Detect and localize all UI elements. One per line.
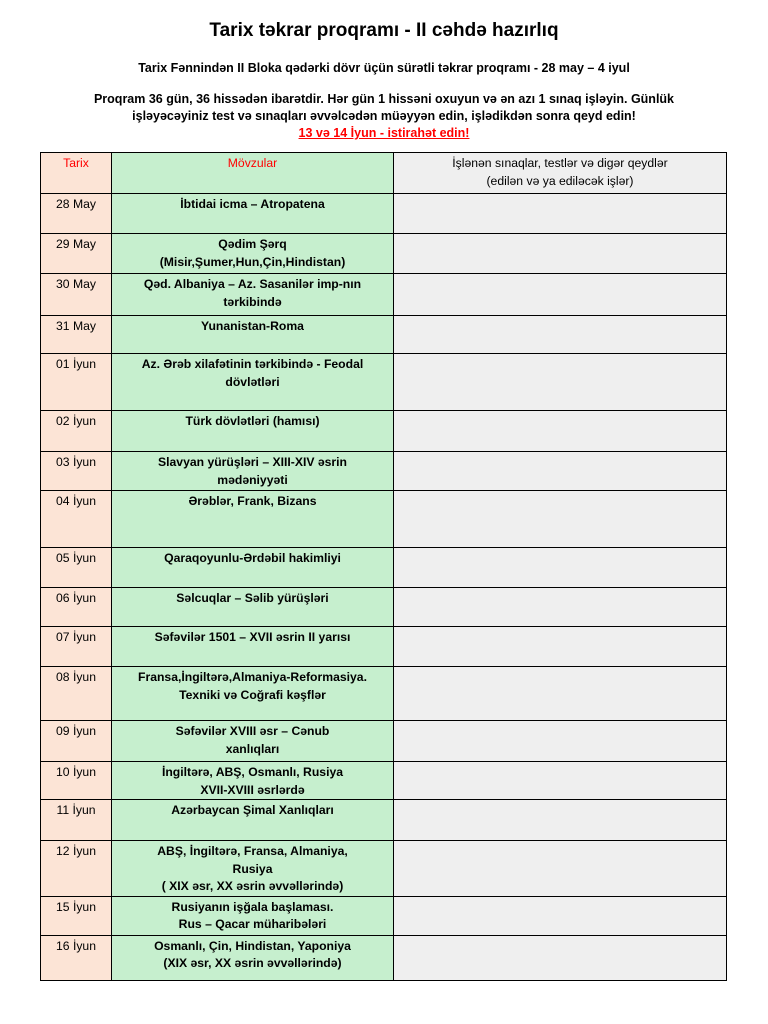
- table-row: [41, 234, 727, 274]
- row-topic: [112, 354, 394, 411]
- rest-days-note: 13 və 14 İyun - istirahət edin!: [298, 126, 470, 140]
- table-row: [41, 316, 727, 354]
- page-title: Tarix təkrar proqramı - II cəhdə hazırlıq: [209, 20, 559, 41]
- table-row: [41, 935, 727, 980]
- subtitle: Tarix Fənnindən II Bloka qədərki dövr üçün sürətli təkrar proqramı - 28 may – 4 iyul: [138, 61, 630, 75]
- table-row: [41, 194, 727, 234]
- row-date: 31 May: [41, 316, 112, 354]
- row-topic-line: Səlcuqlar – Səlib yürüşləri: [176, 591, 329, 605]
- intro-line-1: Proqram 36 gün, 36 hissədən ibarətdir. Hər gün 1 hissəni oxuyun və ən azı 1 sınaq işləyin. Günlük: [93, 92, 675, 106]
- table-row: [41, 588, 727, 627]
- row-topic: [112, 548, 394, 588]
- row-topic: [112, 411, 394, 452]
- row-topic: [112, 667, 394, 721]
- row-notes-cell[interactable]: [394, 721, 727, 762]
- row-notes-cell[interactable]: [394, 841, 727, 897]
- row-date: 28 May: [41, 194, 112, 234]
- row-topic-line: Türk dövlətləri (hamısı): [185, 414, 320, 428]
- row-date: 30 May: [41, 274, 112, 316]
- row-date: 07 İyun: [41, 627, 112, 667]
- row-topic-line: Azərbaycan Şimal Xanlıqları: [171, 803, 334, 817]
- row-topic-line: tərkibində: [223, 294, 282, 309]
- row-notes-cell[interactable]: [394, 548, 727, 588]
- row-notes-cell[interactable]: [394, 316, 727, 354]
- table-row: [41, 896, 727, 935]
- row-topic-line: Fransa,İngiltərə,Almaniya-Reformasiya.: [138, 670, 367, 684]
- row-date: 05 İyun: [41, 548, 112, 588]
- row-date: 16 İyun: [41, 935, 112, 980]
- row-notes-cell[interactable]: [394, 762, 727, 800]
- row-date: 29 May: [41, 234, 112, 274]
- row-date: 09 İyun: [41, 721, 112, 762]
- row-topic-line: XVII-XVIII əsrlərdə: [200, 782, 305, 797]
- row-topic-line: Texniki və Coğrafi kəşflər: [179, 687, 326, 702]
- table-row: [41, 354, 727, 411]
- header-notes-line-1: İşlənən sınaqlar, testlər və digər qeydlər: [452, 156, 668, 170]
- header-row: [41, 153, 727, 194]
- row-date: 06 İyun: [41, 588, 112, 627]
- row-topic: [112, 452, 394, 491]
- row-date: 08 İyun: [41, 667, 112, 721]
- row-topic-line: xanlıqları: [225, 741, 280, 756]
- row-date: 15 İyun: [41, 896, 112, 935]
- row-topic: [112, 762, 394, 800]
- row-topic: [112, 627, 394, 667]
- row-topic-line: Slavyan yürüşləri – XIII-XIV əsrin: [158, 455, 347, 469]
- row-notes-cell[interactable]: [394, 194, 727, 234]
- row-topic-line: Qədim Şərq: [218, 237, 287, 251]
- row-notes-cell[interactable]: [394, 896, 727, 935]
- row-topic-line: Qəd. Albaniya – Az. Sasanilər imp-nın: [143, 277, 362, 291]
- row-notes-cell[interactable]: [394, 411, 727, 452]
- table-row: [41, 721, 727, 762]
- row-notes-cell[interactable]: [394, 800, 727, 841]
- row-date: 11 İyun: [41, 800, 112, 841]
- row-topic-line: Səfəvilər XVIII əsr – Cənub: [175, 724, 330, 738]
- row-topic: [112, 841, 394, 897]
- row-date: 10 İyun: [41, 762, 112, 800]
- header-date: Tarix: [41, 153, 112, 194]
- row-topic-line: mədəniyyəti: [217, 472, 288, 487]
- table-row: [41, 491, 727, 548]
- row-topic-line: Ərəblər, Frank, Bizans: [188, 494, 317, 508]
- row-topic-line: Yunanistan-Roma: [201, 319, 304, 333]
- row-notes-cell[interactable]: [394, 234, 727, 274]
- intro-line-2: işləyəcəyiniz test və sınaqları əvvəlcədən müəyyən edin, işlədikdən sonra qeyd edin!: [132, 109, 636, 123]
- row-topic-line: Səfəvilər 1501 – XVII əsrin II yarısı: [154, 630, 351, 644]
- row-topic-line: ABŞ, İngiltərə, Fransa, Almaniya,: [157, 844, 348, 858]
- row-topic: [112, 896, 394, 935]
- row-notes-cell[interactable]: [394, 491, 727, 548]
- table-row: [41, 841, 727, 897]
- row-topic: [112, 274, 394, 316]
- row-date: 12 İyun: [41, 841, 112, 897]
- table-row: [41, 627, 727, 667]
- header-notes: [394, 153, 727, 194]
- row-topic-line: ( XIX əsr, XX əsrin əvvəllərində): [161, 879, 344, 893]
- table-row: [41, 452, 727, 491]
- table-row: [41, 762, 727, 800]
- row-topic: [112, 800, 394, 841]
- row-date: 04 İyun: [41, 491, 112, 548]
- header-topic: Mövzular: [112, 153, 394, 194]
- row-topic-line: İbtidai icma – Atropatena: [180, 197, 325, 211]
- row-topic: [112, 316, 394, 354]
- schedule-table: [40, 152, 727, 981]
- row-topic: [112, 194, 394, 234]
- row-topic-line: (Misir,Şumer,Hun,Çin,Hindistan): [159, 254, 346, 269]
- row-topic-line: Qaraqoyunlu-Ərdəbil hakimliyi: [164, 551, 341, 565]
- intro-text: [40, 91, 728, 142]
- table-row: [41, 800, 727, 841]
- row-notes-cell[interactable]: [394, 588, 727, 627]
- row-date: 01 İyun: [41, 354, 112, 411]
- row-topic-line: dövlətləri: [225, 374, 280, 389]
- row-topic-line: Az. Ərəb xilafətinin tərkibində - Feodal: [141, 357, 364, 371]
- row-notes-cell[interactable]: [394, 354, 727, 411]
- row-notes-cell[interactable]: [394, 274, 727, 316]
- row-topic-line: İngiltərə, ABŞ, Osmanlı, Rusiya: [161, 765, 344, 779]
- row-topic-line: (XIX əsr, XX əsrin əvvəllərində): [163, 956, 342, 970]
- row-topic-line: Rusiyanın işğala başlaması.: [171, 899, 334, 914]
- row-notes-cell[interactable]: [394, 667, 727, 721]
- table-row: [41, 411, 727, 452]
- row-date: 03 İyun: [41, 452, 112, 491]
- row-notes-cell[interactable]: [394, 935, 727, 980]
- row-notes-cell[interactable]: [394, 627, 727, 667]
- row-topic: [112, 491, 394, 548]
- row-date: 02 İyun: [41, 411, 112, 452]
- row-topic: [112, 935, 394, 980]
- row-topic: [112, 721, 394, 762]
- row-topic-line: Rus – Qacar müharibələri: [178, 917, 327, 931]
- row-topic-line: Osmanlı, Çin, Hindistan, Yaponiya: [154, 938, 351, 953]
- row-notes-cell[interactable]: [394, 452, 727, 491]
- header-notes-line-2: (edilən və ya ediləcək işlər): [486, 173, 634, 188]
- row-topic: [112, 234, 394, 274]
- table-row: [41, 667, 727, 721]
- table-row: [41, 548, 727, 588]
- row-topic-line: Rusiya: [232, 861, 273, 876]
- table-row: [41, 274, 727, 316]
- row-topic: [112, 588, 394, 627]
